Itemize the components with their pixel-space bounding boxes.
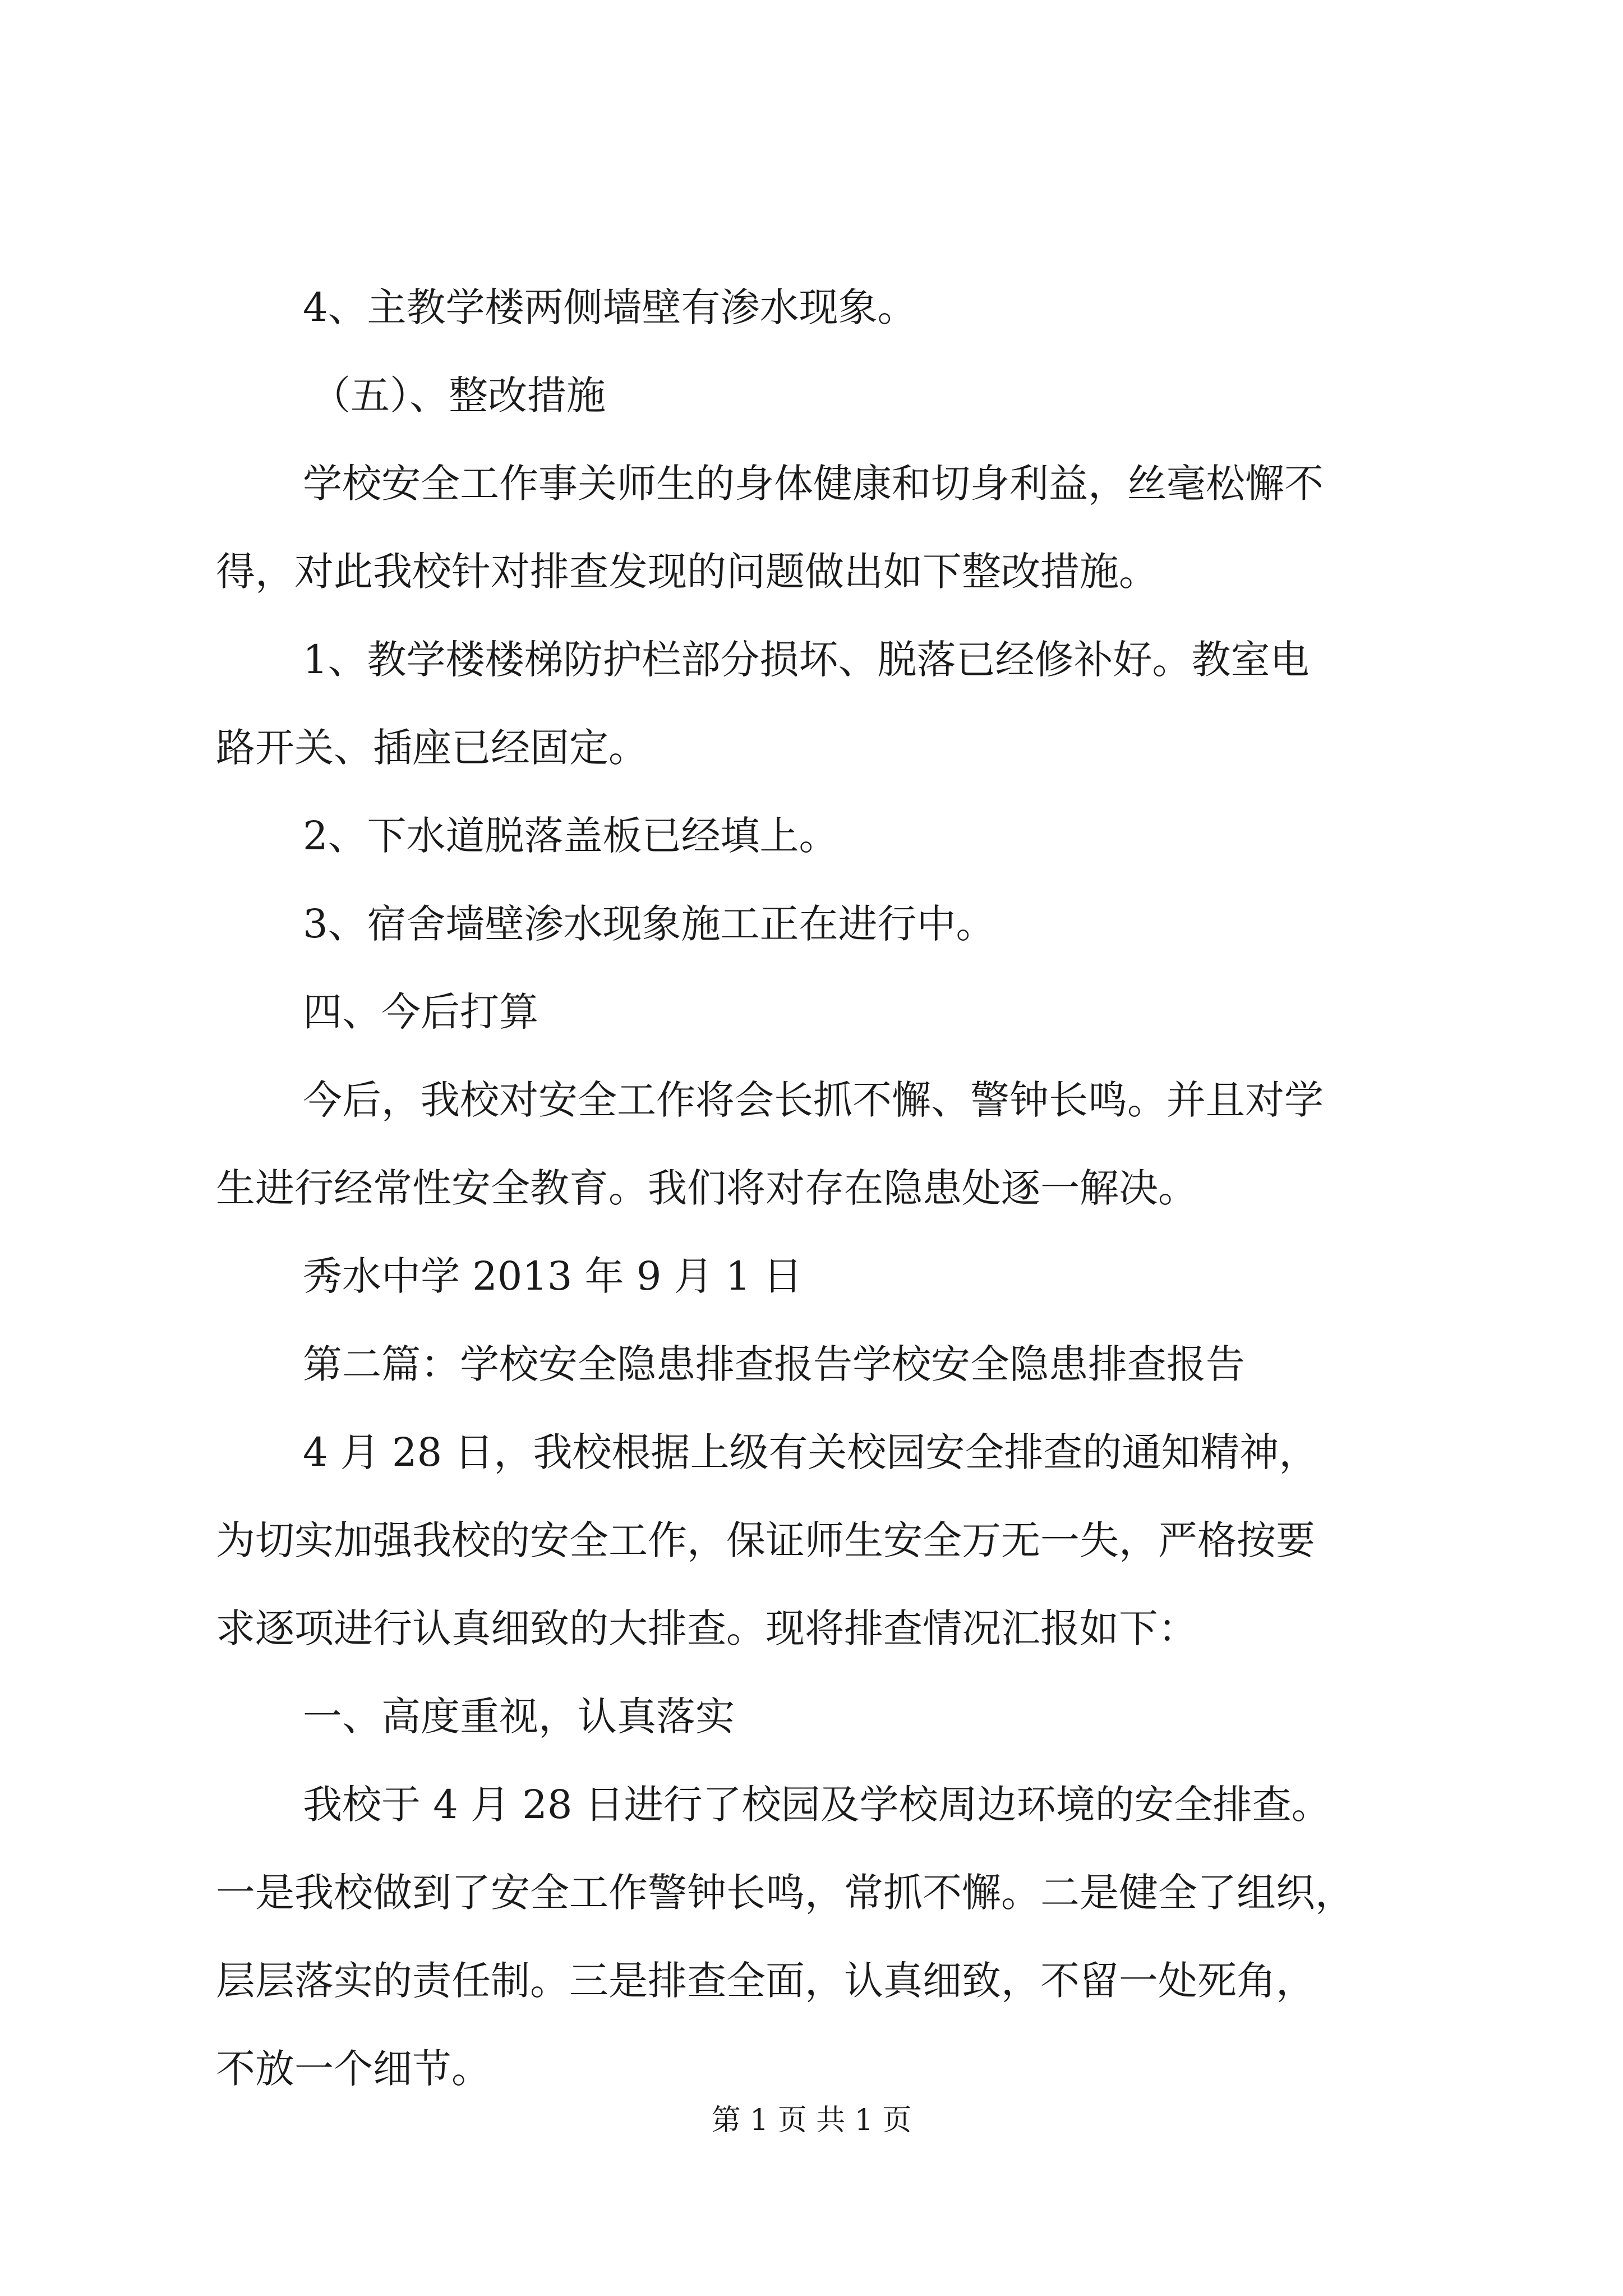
paragraph-line: 2、下水道脱落盖板已经填上。 bbox=[303, 813, 838, 859]
paragraph-line: 4、主教学楼两侧墙壁有渗水现象。 bbox=[303, 284, 917, 330]
paragraph-line: 学校安全工作事关师生的身体健康和切身利益，丝毫松懈不 bbox=[303, 461, 1324, 507]
paragraph-line: 4 月 28 日，我校根据上级有关校园安全排查的通知精神， bbox=[303, 1429, 1318, 1475]
paragraph-line: 3、宿舍墙壁渗水现象施工正在进行中。 bbox=[303, 901, 995, 947]
paragraph-line: 1、教学楼楼梯防护栏部分损坏、脱落已经修补好。教室电 bbox=[303, 637, 1310, 683]
section-heading: 一、高度重视，认真落实 bbox=[303, 1694, 735, 1740]
paragraph-line: 层层落实的责任制。三是排查全面，认真细致，不留一处死角， bbox=[216, 1958, 1315, 2004]
document-body bbox=[216, 264, 1410, 2113]
paragraph-line: 求逐项进行认真细致的大排查。现将排查情况汇报如下： bbox=[216, 1605, 1197, 1651]
paragraph-line: 生进行经常性安全教育。我们将对存在隐患处逐一解决。 bbox=[216, 1165, 1197, 1211]
page-footer: 第 1 页 共 1 页 bbox=[711, 2104, 912, 2137]
paragraph-line: 为切实加强我校的安全工作，保证师生安全万无一失，严格按要 bbox=[216, 1517, 1315, 1563]
section-heading: 四、今后打算 bbox=[303, 989, 538, 1035]
signature-line: 秀水中学 2013 年 9 月 1 日 bbox=[303, 1253, 803, 1299]
paragraph-line: 不放一个细节。 bbox=[216, 2046, 491, 2092]
section-title: 第二篇：学校安全隐患排查报告学校安全隐患排查报告 bbox=[303, 1341, 1245, 1387]
paragraph-line: 得，对此我校针对排查发现的问题做出如下整改措施。 bbox=[216, 549, 1158, 595]
paragraph-line: 我校于 4 月 28 日进行了校园及学校周边环境的安全排查。 bbox=[303, 1782, 1331, 1828]
section-heading: （五）、整改措施 bbox=[311, 372, 606, 418]
paragraph-line: 一是我校做到了安全工作警钟长鸣，常抓不懈。二是健全了组织， bbox=[216, 1870, 1354, 1916]
paragraph-line: 路开关、插座已经固定。 bbox=[216, 725, 648, 771]
paragraph-line: 今后，我校对安全工作将会长抓不懈、警钟长鸣。并且对学 bbox=[303, 1077, 1324, 1123]
